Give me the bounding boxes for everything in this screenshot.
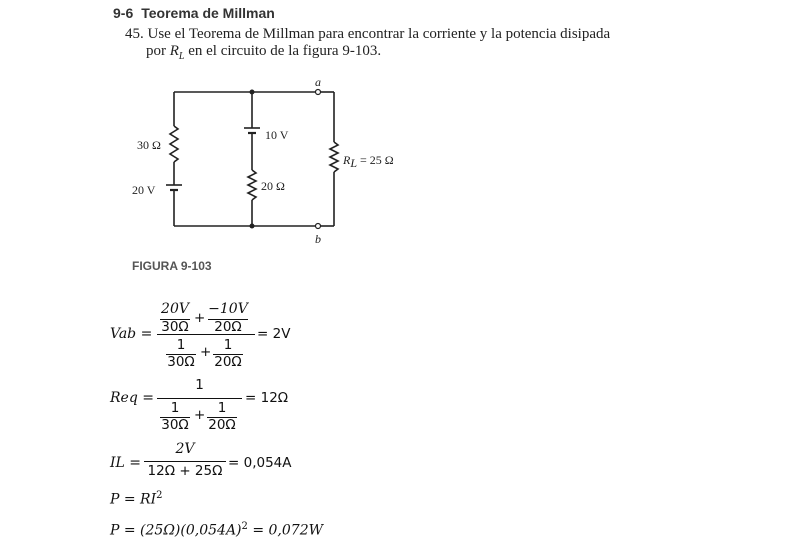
req-d1-top: 1	[170, 400, 180, 416]
power-formula-text: P = RI	[110, 491, 157, 508]
req-main-bar	[157, 398, 242, 399]
power-result-text: P = (25Ω)(0,054A)	[110, 522, 242, 539]
figure-caption: FIGURA 9-103	[132, 259, 212, 273]
problem-number: 45.	[125, 26, 144, 42]
il-lhs: IL =	[110, 455, 142, 471]
vab-plus-top: +	[194, 310, 206, 326]
rl-subscript: L	[178, 51, 185, 62]
label-v1: 20 V	[132, 183, 156, 197]
power-result-exp: 2	[241, 521, 248, 532]
resistor-30-symbol	[170, 126, 178, 162]
vab-n2-top	[206, 301, 250, 317]
req-d2-top: 1	[217, 400, 227, 416]
il-num	[144, 440, 226, 458]
vab-n1-top	[158, 301, 192, 317]
il-num-text: 2V	[175, 441, 195, 457]
vab-result	[257, 326, 290, 342]
problem-text-1: Use el Teorema de Millman para encontrar la corriente y la potencia disipada	[147, 26, 611, 42]
label-node-b: b	[315, 232, 321, 246]
il-den: 12Ω + 25Ω	[147, 463, 223, 479]
label-rl-value: = 25 Ω	[357, 153, 394, 167]
section-title: Teorema de Millman	[141, 5, 275, 21]
req-lhs: Req =	[110, 390, 154, 406]
req-d2-bot: 20Ω	[208, 417, 236, 433]
label-node-a: a	[315, 75, 321, 89]
il-bar	[144, 461, 226, 462]
terminal-b	[316, 224, 321, 229]
rl-variable: R	[169, 43, 179, 59]
il-result: = 0,054A	[228, 455, 292, 471]
vab-d2-bot: 20Ω	[214, 354, 242, 370]
vab-result-text: = 2V	[257, 326, 291, 342]
section-number: 9-6	[113, 5, 134, 21]
resistor-rl-symbol	[330, 142, 338, 172]
problem-text-2b: en el circuito de la figura 9-103.	[184, 43, 382, 59]
circuit-diagram	[0, 0, 793, 260]
power-formula-exp: 2	[156, 490, 163, 501]
req-plus: +	[194, 407, 206, 423]
req-d1-bot: 30Ω	[161, 417, 189, 433]
label-rl-var: R	[343, 153, 351, 167]
label-r1: 30 Ω	[137, 138, 161, 152]
problem-text-2a: por	[146, 43, 170, 59]
vab-lhs: Vab =	[110, 326, 153, 342]
vab-n2-top-text: −10V	[208, 301, 248, 317]
vab-plus-bot: +	[200, 344, 212, 360]
req-result: = 12Ω	[245, 390, 289, 406]
vab-n1-bot: 30Ω	[161, 319, 189, 335]
req-num: 1	[195, 377, 204, 393]
resistor-20-symbol	[248, 170, 256, 200]
label-v2: 10 V	[265, 128, 289, 142]
vab-d1-top: 1	[176, 337, 186, 353]
label-rl-sub: L	[350, 156, 358, 170]
terminal-a	[316, 90, 321, 95]
vab-d1-bot: 30Ω	[167, 354, 195, 370]
power-formula	[110, 490, 163, 508]
vab-n2-bot: 20Ω	[214, 319, 242, 335]
label-r2: 20 Ω	[261, 179, 285, 193]
vab-d2-top: 1	[223, 337, 233, 353]
vab-n1-top-text: 20V	[161, 301, 189, 317]
power-result-value: = 0,072W	[247, 522, 323, 539]
junction-top	[250, 90, 255, 95]
power-result	[110, 521, 323, 539]
label-rl	[342, 153, 394, 170]
junction-bottom	[250, 224, 255, 229]
